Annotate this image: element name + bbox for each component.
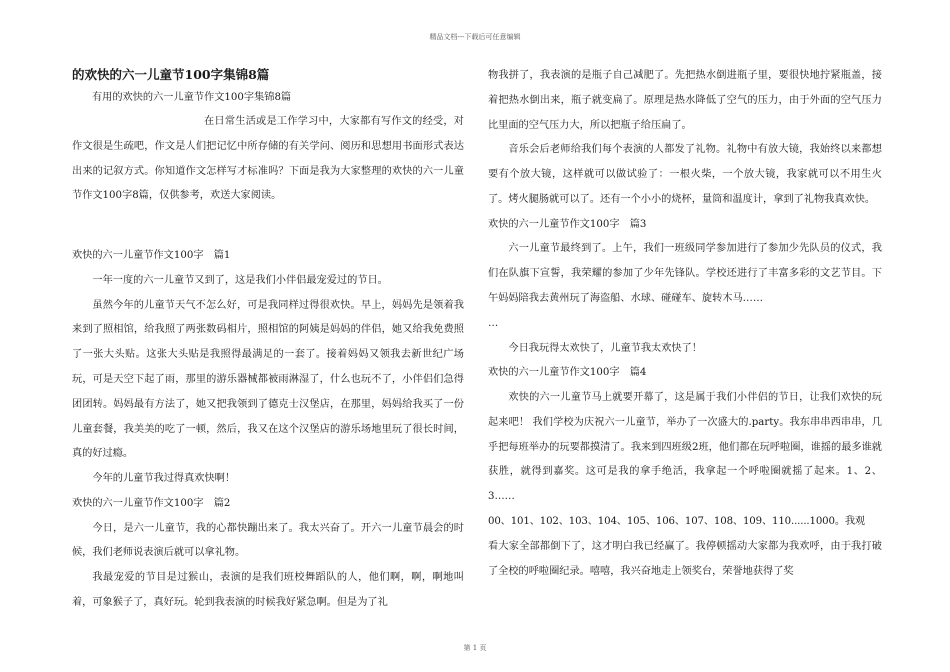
document-subtitle: 有用的欢快的六一儿童节作文100字集锦8篇	[92, 92, 292, 103]
essay-1-heading: 欢快的六一儿童节作文100字 篇1	[72, 250, 231, 262]
essay-2-heading: 欢快的六一儿童节作文100字 篇2	[72, 497, 231, 509]
essay-1-paragraph: 虽然今年的儿童节天气不怎么好，可是我同样过得很欢快。早上，妈妈先是领着我来到了照相馆，给我照了两张数码相片，照相馆的阿姨是妈妈的伴侣，她又给我免费照了一张大头贴。这张大头贴是我照得最满足的一套了。接着妈妈又领我去新世纪广场玩，可是天空下起了雨，那里的游乐器械都被雨淋湿了，什么也玩不了，小伴侣们急得团团转。妈妈最有方法了，她又把我领到了德克士汉堡店，在那里，妈妈给我买了一份儿童套餐，我美美的吃了一顿，然后，我又在这个汉堡店的游乐场地里玩了很长时间，真的好过瘾。	[72, 299, 464, 460]
essay-2-paragraph: 今日，是六一儿童节，我的心都快蹦出来了。我太兴奋了。开六一儿童节晨会的时候，我们老师说表演后就可以拿礼物。	[72, 522, 464, 559]
essay-2-paragraph: 音乐会后老师给我们每个表演的人都发了礼物。礼物中有放大镜，我始终以来都想要有个放大镜，这样就可以做试验了：一根火柴，一个放大镜，我家就可以不用生火了。烤火腿肠就可以了。还有一个小小的烧杯，量筒和温度计，拿到了礼物我真欢快。	[488, 144, 882, 205]
left-column	[72, 64, 464, 616]
intro-paragraph: 在日常生活或是工作学习中，大家都有写作文的经受，对作文很是生疏吧，作文是人们把记忆中所存储的有关学问、阅历和思想用书面形式表达出来的记叙方式。你知道作文怎样写才标准吗？下面是我为大家整理的欢快的六一儿童节作文100字8篇，仅供参考，欢送大家阅读。	[72, 116, 464, 202]
essay-4-heading: 欢快的六一儿童节作文100字 篇4	[488, 367, 647, 379]
essay-4-number-line: 00、101、102、103、104、105、106、107、108、109、110......1000。我观	[488, 515, 865, 527]
essay-3-paragraph: 六一儿童节最终到了。上午，我们一班级同学参加进行了参加少先队员的仪式，我们在队旗下宣誓，我荣耀的参加了少年先锋队。学校还进行了丰富多彩的文艺节目。下午妈妈陪我去黄州玩了海盗船、水球、碰碰车、旋转木马……	[488, 243, 882, 304]
essay-3-heading: 欢快的六一儿童节作文100字 篇3	[488, 218, 647, 230]
essay-4-paragraph-continued: 看大家全部都倒下了，这才明白我已经赢了。我停顿摇动大家都为我欢呼，由于我打破了全校的呼啦圈纪录。嘻嘻，我兴奋地走上领奖台，荣誉地获得了奖	[488, 540, 882, 577]
essay-4-paragraph: 欢快的六一儿童节马上就要开幕了，这是属于我们小伴侣的节日，让我们欢快的玩起来吧！ 我们学校为庆祝六一儿童节，举办了一次盛大的.party。我东串串西串串，几乎把每班举办的玩要都摸清了。我来到四班级2班，他们都在玩呼啦圈，谁摇的最多谁就获胜，就得到嘉奖。这可是我的拿手绝活，我拿起一个呼啦圈就摇了起来。1、2、3……	[488, 391, 882, 503]
essay-3-paragraph: 今日我玩得太欢快了，儿童节我太欢快了！	[508, 342, 702, 354]
page-number: 第 1 页	[463, 644, 487, 652]
essay-3-paragraph-tail: …	[488, 317, 499, 329]
essay-1-paragraph: 一年一度的六一儿童节又到了，这是我们小伴侣最宠爱过的节日。	[92, 274, 388, 286]
essay-1-paragraph: 今年的儿童节我过得真欢快啊！	[92, 473, 236, 485]
essay-2-paragraph-continued: 物我拼了，我表演的是瓶子自己减肥了。先把热水倒进瓶子里，要很快地拧紧瓶盖，接着把热水倒出来，瓶子就变扁了。原理是热水降低了空气的压力，由于外面的空气压力比里面的空气压力大，所以把瓶子给压扁了。	[488, 70, 882, 131]
blank-line	[72, 209, 464, 244]
right-column	[488, 64, 882, 584]
document-title: 的欢快的六一儿童节100字集锦8篇	[72, 67, 270, 82]
essay-2-paragraph: 我最宠爱的节目是过猴山，表演的是我们班校舞蹈队的人，他们啊，啊，啊地叫着，可象猴子了，真好玩。轮到我表演的时候我好紧急啊。但是为了礼	[72, 572, 464, 608]
page-header: 精品文档---下载后可任意编辑	[429, 33, 521, 41]
